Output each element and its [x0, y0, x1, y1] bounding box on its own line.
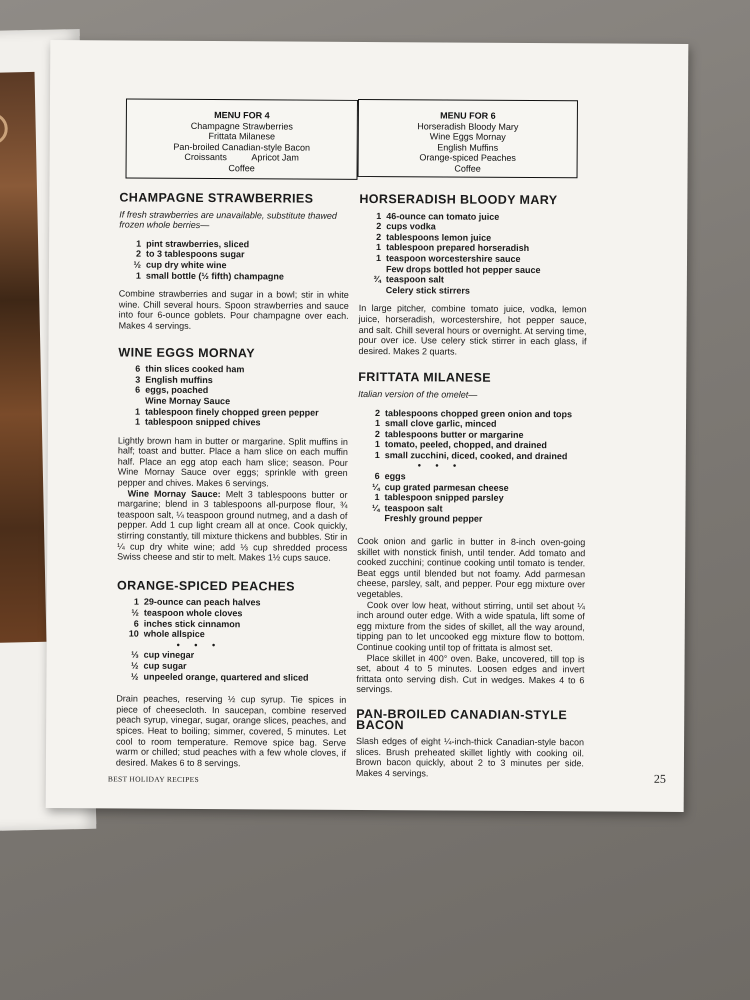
ingredient: 1 tablespoon prepared horseradish	[376, 242, 530, 254]
menu-4-line: Croissants Apricot Jam	[184, 151, 299, 163]
champagne-ingredients	[119, 238, 349, 282]
bacon-directions: Slash edges of eight ¼-inch-thick Canadian-style bacon slices. Brush preheated skillet lightly with cooking oil. Brown bacon quickly, about 2 to 3 minutes per side. Makes 4 servings.	[355, 736, 585, 779]
ingredient: Few drops bottled hot pepper sauce	[385, 263, 541, 275]
mornay-directions: Lightly brown ham in butter or margarine. Split muffins in half; toast and butter. Place a ham slice on each muffin half. Place an egg atop each ham slice; season. Pour Wine Mornay Sauce over eggs; sprinkle with green pepper and chives. Makes 6 servings.	[117, 435, 348, 489]
ingredient: 2 to 3 tablespoons sugar	[136, 248, 245, 260]
frittata-title: FRITTATA MILANESE	[358, 370, 492, 386]
publication-footer: BEST HOLIDAY RECIPES	[107, 774, 200, 784]
ingredient: Freshly ground pepper	[384, 513, 483, 525]
ingredient: 1 small zucchini, diced, cooked, and drained	[374, 449, 568, 462]
ingredient: 2 tablespoons chopped green onion and tops	[375, 407, 573, 419]
ingredient: ¾ teaspoon salt	[373, 274, 444, 285]
menu-for-4-box	[126, 99, 358, 180]
ingredient: ⅓ cup vinegar	[131, 649, 195, 661]
mornay-ingredients	[118, 364, 348, 429]
ingredient: ½ cup dry white wine	[133, 259, 227, 271]
frittata-intro: Italian version of the omelet—	[358, 388, 478, 400]
ingredient: 6 eggs, poached	[135, 384, 209, 396]
ingredient: 1 46-ounce can tomato juice	[376, 210, 500, 222]
ingredient: 1 tablespoon snipped chives	[134, 416, 261, 428]
champagne-title: CHAMPAGNE STRAWBERRIES	[119, 190, 314, 206]
food-photo	[0, 72, 46, 643]
ingredient: 1 29-ounce can peach halves	[133, 596, 261, 608]
menu-6-line: English Muffins	[437, 141, 499, 153]
peaches-title: ORANGE-SPICED PEACHES	[116, 578, 295, 594]
ingredient: 1 tomato, peeled, chopped, and drained	[374, 439, 547, 451]
frittata-ingredients	[357, 407, 586, 525]
ingredient: 6 inches stick cinnamon	[133, 618, 241, 629]
right-column	[355, 191, 588, 780]
bloody-mary-title: HORSERADISH BLOODY MARY	[359, 191, 558, 208]
ingredient: 2 cups vodka	[376, 221, 436, 232]
ingredient: ½ cup sugar	[130, 660, 187, 671]
frittata-directions-1: Cook onion and garlic in butter in 8-inch oven-going skillet with nonstick finish, until tender. Add tomato and cooked zucchini; continue cooking until tomato is tender. Beat eggs until blended but not foamy. Add parmesan cheese, parsley, salt, and pepper. Pour egg mixture over vegetables.	[356, 535, 586, 600]
separator-dots: • • •	[176, 639, 222, 650]
ingredient: 6 thin slices cooked ham	[135, 363, 245, 375]
ingredient: 2 tablespoons butter or margarine	[374, 428, 524, 440]
menu-4-line: Champagne Strawberries	[190, 120, 293, 132]
ingredient: 1 small bottle (½ fifth) champagne	[135, 270, 284, 282]
bacon-title: PAN-BROILED CANADIAN-STYLE BACON	[356, 706, 568, 732]
menu-6-title: MENU FOR 6	[440, 110, 496, 121]
frittata-directions-3: Place skillet in 400° oven. Bake, uncovered, till top is set, about 4 to 5 minutes. Loosen edges and invert frittata onto serving dish. Cut in wedges. Makes 4 to 6 servings.	[356, 652, 585, 695]
magazine-page	[46, 40, 689, 812]
left-column	[116, 192, 350, 769]
menu-6-line: Wine Eggs Mornay	[429, 131, 506, 142]
ingredient: 1 small clove garlic, minced	[374, 418, 497, 429]
peaches-ingredients	[116, 597, 347, 683]
ingredient: ¼ teaspoon salt	[371, 502, 443, 514]
photo-ring	[0, 112, 8, 145]
mornay-sauce	[117, 488, 347, 564]
ingredient: 2 tablespoons lemon juice	[376, 231, 492, 243]
bloody-mary-ingredients	[359, 211, 588, 297]
ingredient: ½ teaspoon whole cloves	[131, 607, 243, 619]
menu-4-line: Pan-broiled Canadian-style Bacon	[173, 141, 311, 153]
menu-4-line: Coffee	[228, 162, 255, 173]
ingredient: ½ unpeeled orange, quartered and sliced	[130, 671, 309, 683]
menu-for-6-box	[358, 99, 578, 178]
ingredient: 1 teaspoon worcestershire sauce	[375, 253, 521, 264]
ingredient: Celery stick stirrers	[385, 284, 470, 296]
peaches-directions: Drain peaches, reserving ½ cup syrup. Tie spices in piece of cheesecloth. In saucepan, combine reserved peach syrup, vinegar, sugar, orange slices, peaches, and spices. Heat to boiling; simmer, covered, 5 minutes. Let cool to room temperature. Remove spice bag. Serve warm or chilled; stud peaches with a few whole cloves, if desired. Makes 6 to 8 servings.	[115, 693, 347, 768]
menu-6-line: Orange-spiced Peaches	[419, 152, 516, 163]
page-number: 25	[653, 771, 666, 786]
ingredient: 1 tablespoon snipped parsley	[374, 492, 504, 504]
bloody-mary-directions: In large pitcher, combine tomato juice, vodka, lemon juice, horseradish, worcestershire, hot pepper sauce, and salt. Chill several hours or overnight. At serving time, pour over ice. Use celery stick stirrer in each glass, if desired. Makes 2 quarts.	[358, 303, 587, 357]
separator-dots: • • •	[417, 460, 463, 472]
ingredient: 10 whole allspice	[128, 628, 205, 640]
ingredient: 6 eggs	[374, 471, 406, 482]
champagne-intro: If fresh strawberries are unavailable, substitute thawed frozen whole berries—	[119, 209, 337, 231]
ingredient: ¼ cup grated parmesan cheese	[372, 481, 509, 493]
menu-6-line: Horseradish Bloody Mary	[417, 120, 519, 132]
menu-4-title: MENU FOR 4	[214, 110, 270, 121]
sauce-text: Melt 3 tablespoons butter or margarine; blend in 3 tablespoons all-purpose flour, ¾ teaspoon salt, ¼ teaspoon ground nutmeg, and a dash of pepper. Add 1 cup light cream all at once. Cook quickly, stirring constantly, till mixture thickens and bubbles. Stir in ¼ cup dry white wine; add ⅓ cup shredded process Swiss cheese and stir to melt. Makes 1½ cups sauce.	[117, 488, 348, 563]
menu-4-line: Frittata Milanese	[208, 131, 276, 142]
sauce-label: Wine Mornay Sauce:	[127, 488, 221, 499]
champagne-directions: Combine strawberries and sugar in a bowl; stir in white wine. Chill several hours. Spoon strawberries and sauce into four 6-ounce goblets. Pour champagne over each. Makes 4 servings.	[118, 288, 349, 331]
ingredient: 3 English muffins	[135, 374, 213, 385]
mornay-title: WINE EGGS MORNAY	[118, 345, 256, 360]
menu-6-line: Coffee	[454, 163, 481, 174]
ingredient: 1 tablespoon finely chopped green pepper	[135, 406, 319, 418]
frittata-directions-2: Cook over low heat, without stirring, until set about ¼ inch around outer edge. With a wide spatula, lift some of egg mixture from the sides of skillet, all the way around, tipping pan to let uncooked egg mixture flow to bottom. Continue cooking until top of frittata is almost set.	[356, 599, 585, 654]
ingredient: Wine Mornay Sauce	[145, 395, 231, 407]
ingredient: 1 pint strawberries, sliced	[136, 238, 250, 250]
